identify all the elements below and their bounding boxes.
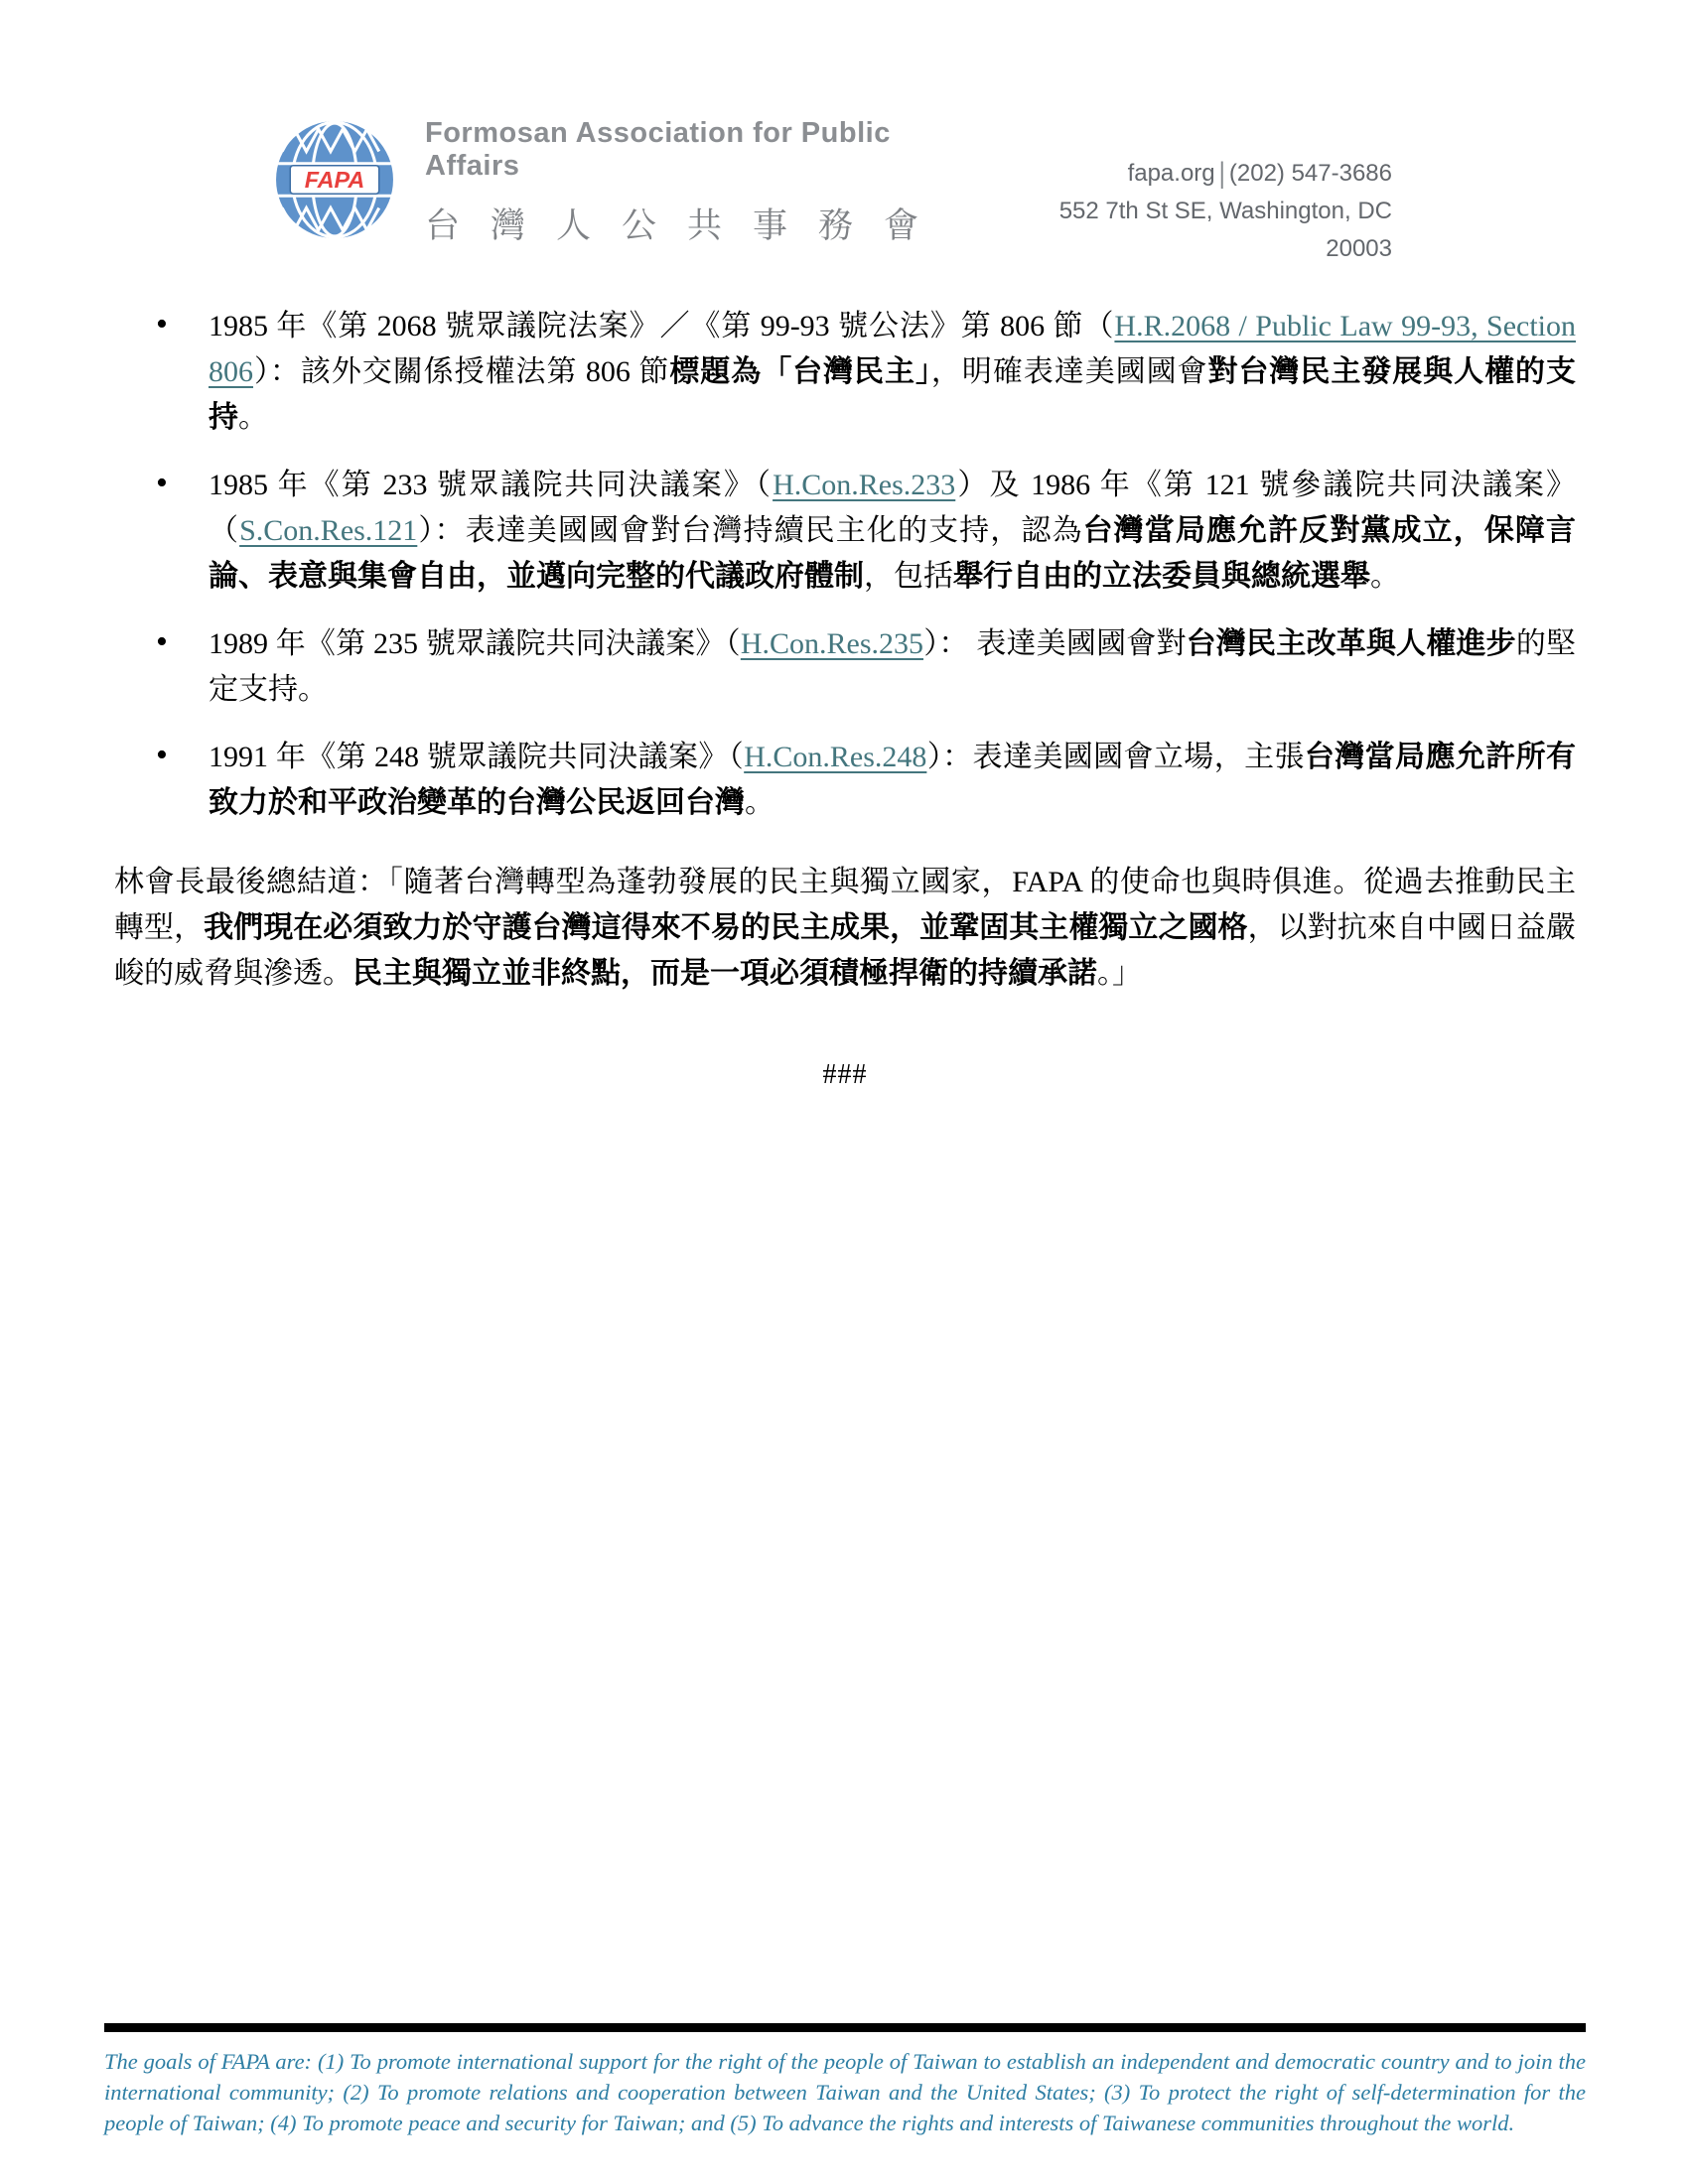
- bullet-item-2: [114, 463, 1576, 600]
- document-body: [114, 304, 1576, 1098]
- website: fapa.org: [1127, 160, 1215, 187]
- text-run: 。: [745, 786, 774, 819]
- contact-info: [989, 155, 1392, 268]
- footer: [104, 2023, 1586, 2138]
- text-run: ）：表達美國國會對台灣持續民主化的支持，認為: [417, 514, 1083, 547]
- text-run: 1989 年《第 235 號眾議院共同決議案》（: [209, 627, 741, 660]
- text-run: 舉行自由的立法委員與總統選舉: [953, 560, 1370, 593]
- text-run: 1985 年《第 2068 號眾議院法案》／《第 99-93 號公法》第 806 節（: [209, 310, 1115, 342]
- text-run: 台灣當局應允許所有致力於和平政治變革的台灣公民返回台灣: [209, 741, 1577, 819]
- brand: [274, 111, 989, 248]
- contact-address: 552 7th St SE, Washington, DC 20003: [1058, 198, 1392, 262]
- org-titles: [425, 111, 989, 248]
- fapa-logo-icon: [274, 119, 395, 240]
- bullet-item-1: [114, 304, 1576, 441]
- text-run: 民主與獨立並非終點，而是一項必須積極捍衛的持續承諾: [352, 957, 1097, 990]
- footer-goals-text: The goals of FAPA are: (1) To promote international support for the right of the people of Taiwan to establish an independent and democratic country and to join the international community; (2) To promote relations and cooperation between Taiwan and the United States; (3) To protect the right of self-determination for the people of Taiwan; (4) To promote peace and security for Taiwan; and (5) To advance the rights and interests of Taiwanese communities throughout the world.: [104, 2049, 1586, 2135]
- document-link[interactable]: S.Con.Res.121: [239, 514, 418, 547]
- text-run: 台灣當局應允許反對黨成立，保障言論、表意與集會自由，並邁向完整的代議政府體制: [209, 514, 1577, 593]
- document-link[interactable]: H.Con.Res.233: [773, 469, 956, 501]
- text-run: 台灣民主改革與人權進步: [1186, 627, 1516, 660]
- org-name-zh: 台灣人公共事務會: [425, 206, 950, 245]
- text-run: 1991 年《第 248 號眾議院共同決議案》（: [209, 741, 745, 773]
- document-link[interactable]: H.Con.Res.248: [744, 741, 927, 773]
- text-run: 林會長最後總結道：「隨著台灣轉型為蓬勃發展的民主與獨立國家，FAPA 的使命也與時俱進。從過去推動民主轉型，: [114, 866, 1576, 944]
- bullet-item-4: [114, 735, 1576, 826]
- text-run: 1985 年《第 233 號眾議院共同決議案》（: [209, 469, 774, 501]
- separator-bar: |: [1218, 156, 1225, 191]
- org-name-en: Formosan Association for Public Affairs: [425, 117, 891, 182]
- text-run: 的堅定支持。: [209, 627, 1577, 706]
- document-link[interactable]: H.R.2068 / Public Law 99-93, Section 806: [209, 310, 1576, 388]
- text-run: ）： 表達美國國會對: [923, 627, 1187, 660]
- text-run: ）：表達美國國會立場，主張: [926, 741, 1305, 773]
- contact-line-1: [989, 155, 1392, 193]
- text-run: ）及 1986 年《第 121 號參議院共同決議案》（: [209, 469, 1577, 547]
- bullet-item-3: [114, 621, 1576, 713]
- text-run: 我們現在必須致力於守護台灣這得來不易的民主成果，並鞏固其主權獨立之國格: [204, 911, 1248, 944]
- text-run: ，包括: [864, 560, 953, 593]
- text-run: 對台灣民主發展與人權的支持: [209, 355, 1577, 434]
- text-run: ）：該外交關係授權法第 806 節: [253, 355, 670, 388]
- text-run: ，以對抗來自中國日益嚴峻的威脅與滲透。: [114, 911, 1577, 990]
- text-run: 標題為「台灣民主」: [669, 355, 931, 388]
- text-run: 。: [238, 401, 268, 434]
- bullet-list: [114, 304, 1576, 826]
- closing-paragraph: [114, 860, 1576, 997]
- text-run: 。: [1370, 560, 1400, 593]
- end-mark: ###: [822, 1059, 868, 1090]
- text-run: ，明確表達美國國會: [930, 355, 1208, 388]
- text-run: 。」: [1097, 957, 1142, 990]
- phone: (202) 547-3686: [1228, 160, 1392, 187]
- logo-text: FAPA: [304, 167, 365, 194]
- header: [274, 111, 1392, 268]
- document-link[interactable]: H.Con.Res.235: [740, 627, 924, 660]
